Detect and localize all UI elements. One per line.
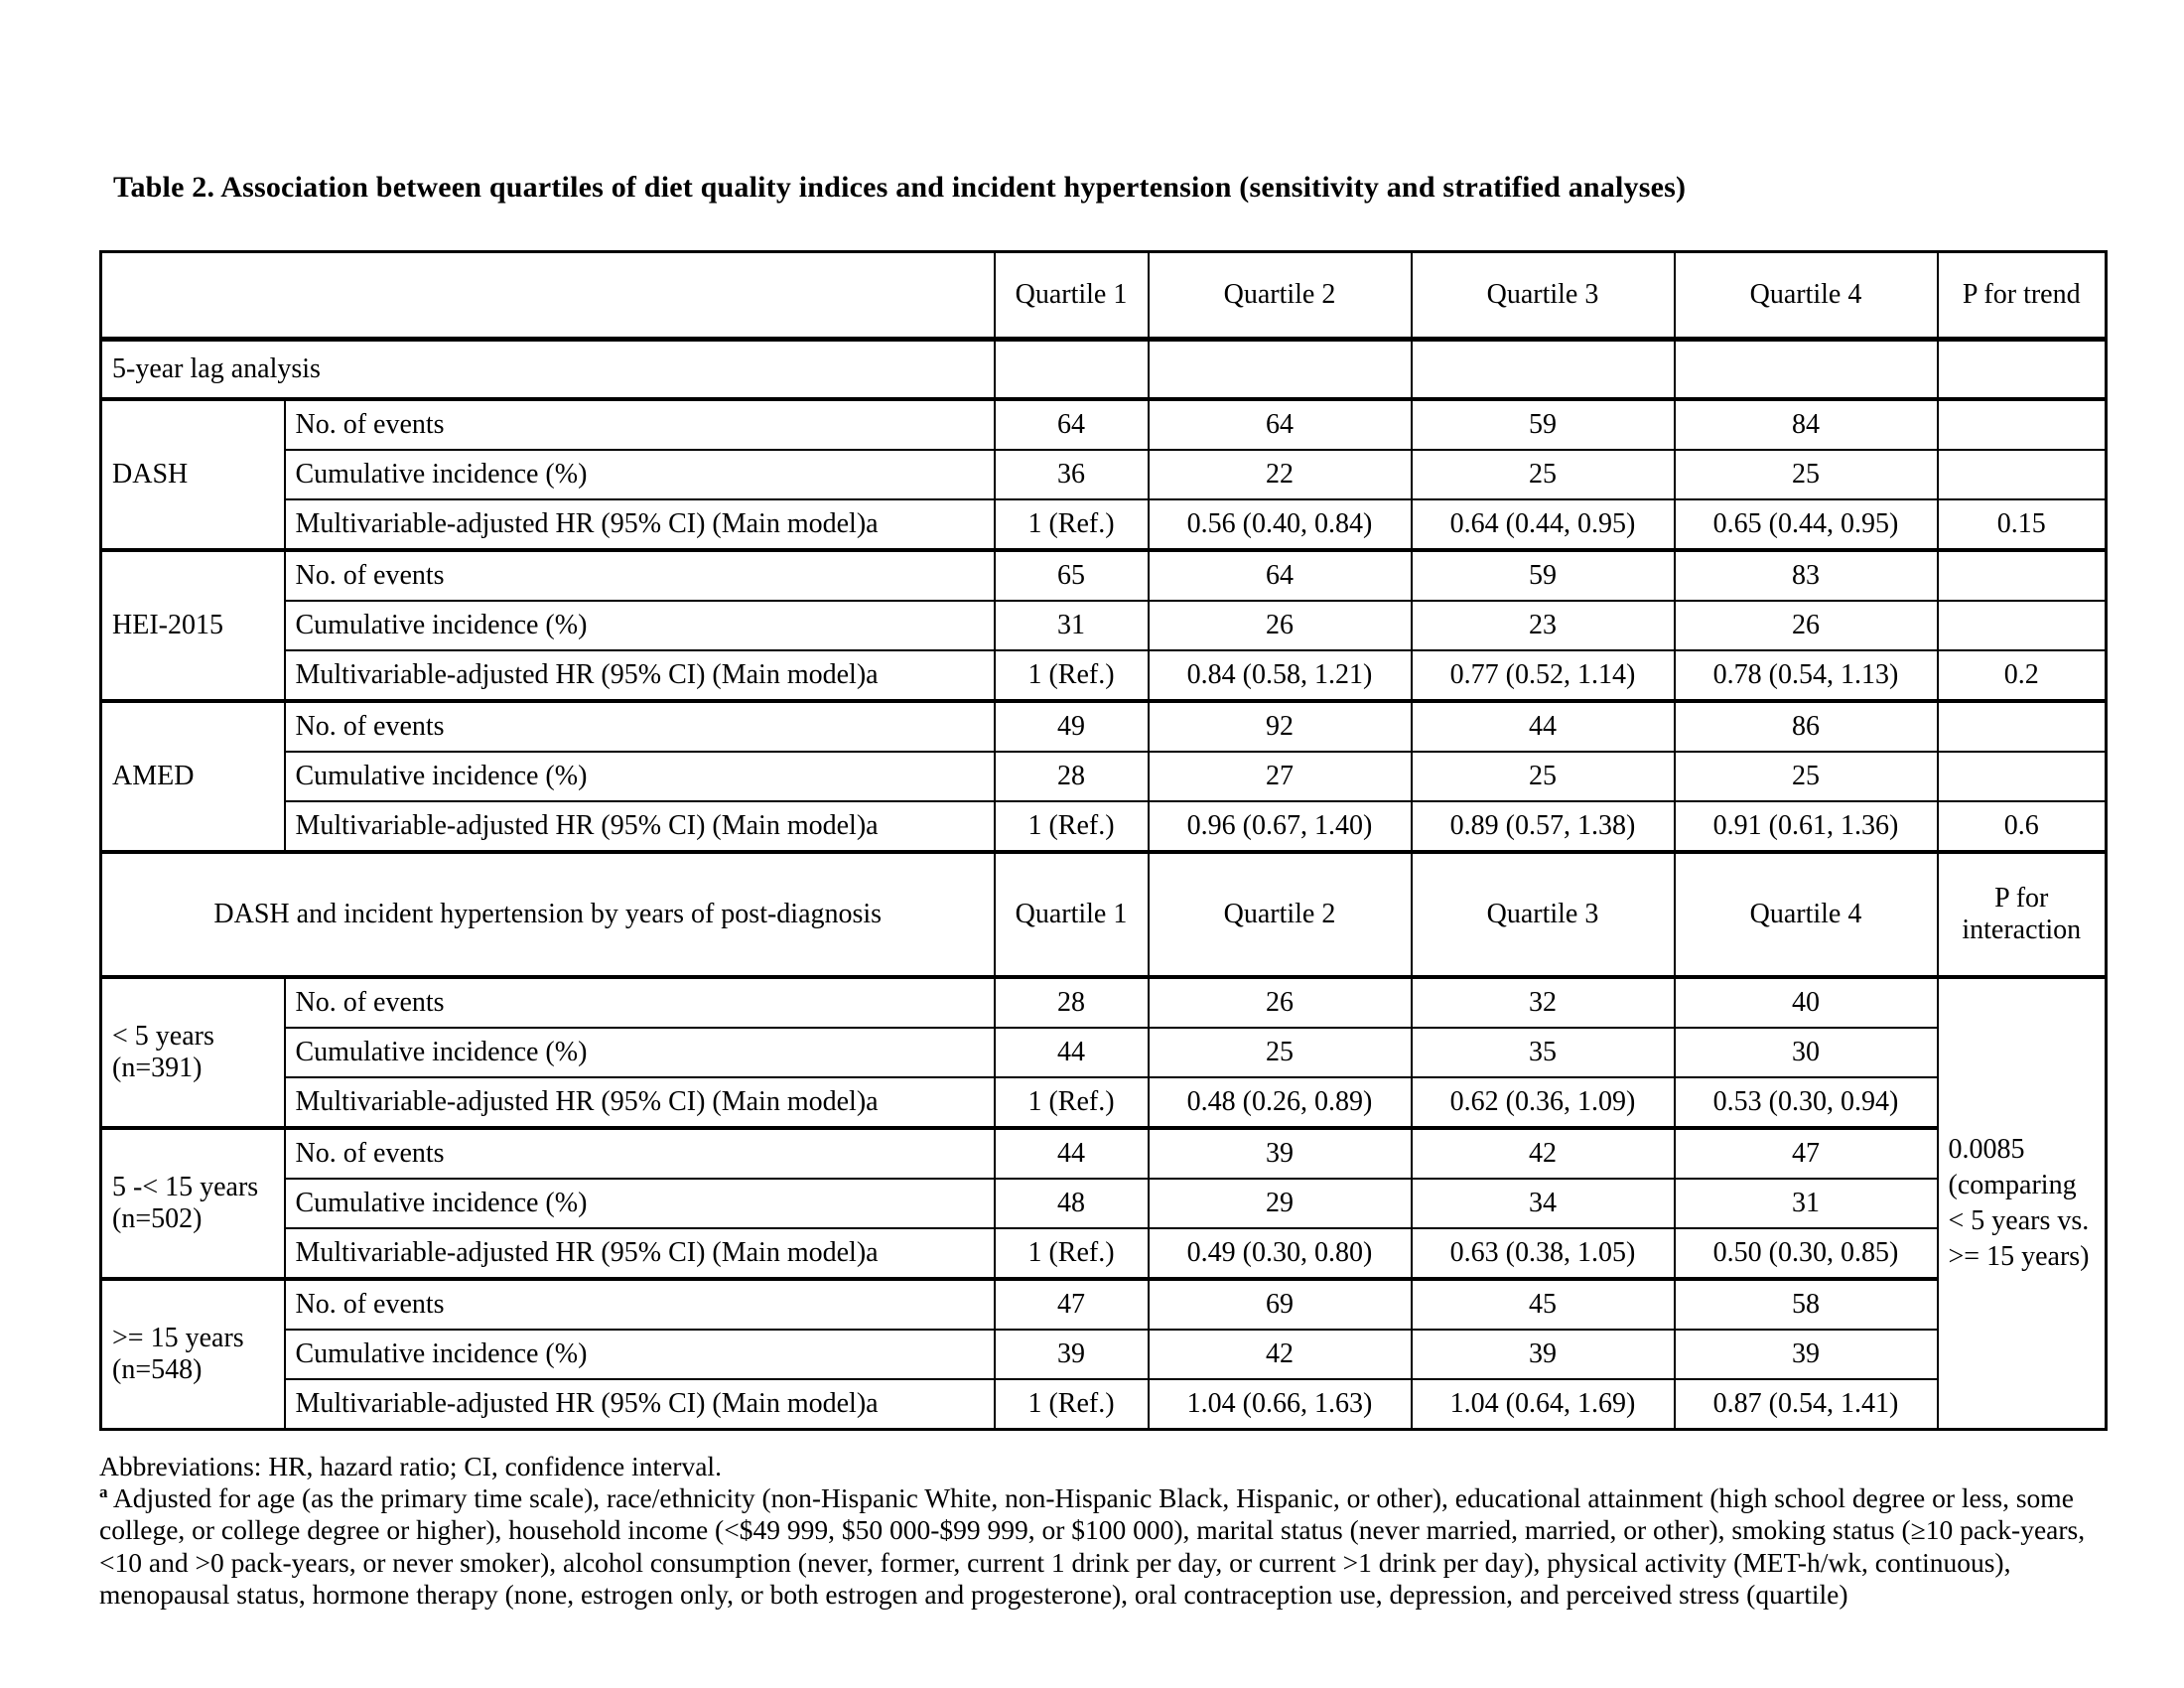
table-row	[101, 450, 2107, 499]
value-cell: 83	[1675, 550, 1938, 601]
column-header-quartile-1: Quartile 1	[995, 252, 1149, 340]
value-cell: 28	[995, 977, 1149, 1028]
table-row	[101, 650, 2107, 701]
empty-cell	[1149, 340, 1412, 400]
footnote-adjustments	[99, 1482, 2105, 1611]
value-cell: 1 (Ref.)	[995, 1077, 1149, 1128]
value-cell: 22	[1149, 450, 1412, 499]
value-cell: 0.50 (0.30, 0.85)	[1675, 1228, 1938, 1279]
footnotes	[99, 1451, 2105, 1611]
row-label: No. of events	[285, 550, 995, 601]
section-title: DASH and incident hypertension by years of post-diagnosis	[101, 852, 995, 977]
table-row	[101, 1279, 2107, 1330]
row-label: Multivariable-adjusted HR (95% CI) (Main model)a	[285, 801, 995, 852]
row-label: Multivariable-adjusted HR (95% CI) (Main model)a	[285, 1228, 995, 1279]
value-cell: 25	[1675, 450, 1938, 499]
value-cell: 49	[995, 701, 1149, 752]
table-row	[101, 399, 2107, 450]
value-cell: 42	[1412, 1128, 1675, 1179]
p-value-cell	[1938, 601, 2107, 650]
section-title: 5-year lag analysis	[101, 340, 995, 400]
value-cell: 27	[1149, 752, 1412, 801]
table-title: Table 2. Association between quartiles of diet quality indices and incident hypertension (sensitivity and stratified analyses)	[113, 171, 1687, 204]
value-cell: 0.96 (0.67, 1.40)	[1149, 801, 1412, 852]
value-cell: 44	[1412, 701, 1675, 752]
value-cell: 58	[1675, 1279, 1938, 1330]
value-cell: 28	[995, 752, 1149, 801]
value-cell: 65	[995, 550, 1149, 601]
value-cell: 26	[1675, 601, 1938, 650]
table-row	[101, 1330, 2107, 1379]
row-label: Cumulative incidence (%)	[285, 601, 995, 650]
value-cell: 1 (Ref.)	[995, 650, 1149, 701]
value-cell: 44	[995, 1128, 1149, 1179]
value-cell: 1 (Ref.)	[995, 801, 1149, 852]
value-cell: 1 (Ref.)	[995, 1379, 1149, 1430]
value-cell: 0.64 (0.44, 0.95)	[1412, 499, 1675, 550]
p-value-cell	[1938, 450, 2107, 499]
value-cell: 31	[995, 601, 1149, 650]
value-cell: 0.53 (0.30, 0.94)	[1675, 1077, 1938, 1128]
value-cell: 84	[1675, 399, 1938, 450]
row-label: No. of events	[285, 1279, 995, 1330]
value-cell: 0.49 (0.30, 0.80)	[1149, 1228, 1412, 1279]
value-cell: 1 (Ref.)	[995, 499, 1149, 550]
value-cell: 39	[1149, 1128, 1412, 1179]
row-label: Cumulative incidence (%)	[285, 1179, 995, 1228]
row-label: Multivariable-adjusted HR (95% CI) (Main model)a	[285, 650, 995, 701]
value-cell: 1 (Ref.)	[995, 1228, 1149, 1279]
column-header-quartile-1: Quartile 1	[995, 852, 1149, 977]
value-cell: 0.65 (0.44, 0.95)	[1675, 499, 1938, 550]
footnote-marker: a	[99, 1482, 108, 1502]
row-label: Multivariable-adjusted HR (95% CI) (Main model)a	[285, 499, 995, 550]
value-cell: 39	[1675, 1330, 1938, 1379]
value-cell: 36	[995, 450, 1149, 499]
table-row	[101, 1028, 2107, 1077]
value-cell: 39	[995, 1330, 1149, 1379]
value-cell: 92	[1149, 701, 1412, 752]
value-cell: 64	[1149, 399, 1412, 450]
p-value-cell: 0.2	[1938, 650, 2107, 701]
row-label: Cumulative incidence (%)	[285, 1330, 995, 1379]
value-cell: 47	[1675, 1128, 1938, 1179]
column-header-quartile-2: Quartile 2	[1149, 852, 1412, 977]
table-row	[101, 1179, 2107, 1228]
value-cell: 59	[1412, 550, 1675, 601]
value-cell: 42	[1149, 1330, 1412, 1379]
value-cell: 29	[1149, 1179, 1412, 1228]
value-cell: 30	[1675, 1028, 1938, 1077]
value-cell: 26	[1149, 601, 1412, 650]
value-cell: 32	[1412, 977, 1675, 1028]
value-cell: 59	[1412, 399, 1675, 450]
value-cell: 25	[1412, 752, 1675, 801]
row-label: Multivariable-adjusted HR (95% CI) (Main model)a	[285, 1077, 995, 1128]
group-label: >= 15 years (n=548)	[101, 1279, 285, 1430]
value-cell: 34	[1412, 1179, 1675, 1228]
value-cell: 64	[995, 399, 1149, 450]
header-row-section2	[101, 852, 2107, 977]
empty-cell	[1675, 340, 1938, 400]
value-cell: 26	[1149, 977, 1412, 1028]
empty-cell	[995, 340, 1149, 400]
group-label: AMED	[101, 701, 285, 852]
section1-title-row	[101, 340, 2107, 400]
value-cell: 0.87 (0.54, 1.41)	[1675, 1379, 1938, 1430]
group-label: DASH	[101, 399, 285, 550]
value-cell: 0.89 (0.57, 1.38)	[1412, 801, 1675, 852]
value-cell: 0.91 (0.61, 1.36)	[1675, 801, 1938, 852]
row-label: Cumulative incidence (%)	[285, 752, 995, 801]
p-value-cell: 0.15	[1938, 499, 2107, 550]
value-cell: 0.62 (0.36, 1.09)	[1412, 1077, 1675, 1128]
column-header-p-interaction: P for interaction	[1938, 852, 2107, 977]
table-row	[101, 1077, 2107, 1128]
table-row	[101, 1228, 2107, 1279]
empty-cell	[1938, 340, 2107, 400]
value-cell: 48	[995, 1179, 1149, 1228]
value-cell: 86	[1675, 701, 1938, 752]
group-label: < 5 years (n=391)	[101, 977, 285, 1128]
header-row-section1	[101, 252, 2107, 340]
group-label: HEI-2015	[101, 550, 285, 701]
value-cell: 31	[1675, 1179, 1938, 1228]
table-row	[101, 701, 2107, 752]
table-row	[101, 977, 2107, 1028]
empty-cell	[101, 252, 995, 340]
value-cell: 0.56 (0.40, 0.84)	[1149, 499, 1412, 550]
value-cell: 0.78 (0.54, 1.13)	[1675, 650, 1938, 701]
value-cell: 25	[1412, 450, 1675, 499]
value-cell: 64	[1149, 550, 1412, 601]
p-value-cell: 0.6	[1938, 801, 2107, 852]
column-header-quartile-3: Quartile 3	[1412, 252, 1675, 340]
p-interaction-cell: 0.0085 (comparing < 5 years vs. >= 15 years)	[1938, 977, 2107, 1430]
column-header-quartile-2: Quartile 2	[1149, 252, 1412, 340]
empty-cell	[1412, 340, 1675, 400]
row-label: No. of events	[285, 977, 995, 1028]
value-cell: 45	[1412, 1279, 1675, 1330]
value-cell: 69	[1149, 1279, 1412, 1330]
value-cell: 0.77 (0.52, 1.14)	[1412, 650, 1675, 701]
value-cell: 47	[995, 1279, 1149, 1330]
value-cell: 25	[1149, 1028, 1412, 1077]
column-header-quartile-3: Quartile 3	[1412, 852, 1675, 977]
table-row	[101, 499, 2107, 550]
row-label: Cumulative incidence (%)	[285, 450, 995, 499]
row-label: No. of events	[285, 399, 995, 450]
p-value-cell	[1938, 550, 2107, 601]
value-cell: 39	[1412, 1330, 1675, 1379]
column-header-quartile-4: Quartile 4	[1675, 252, 1938, 340]
column-header-quartile-4: Quartile 4	[1675, 852, 1938, 977]
row-label: Cumulative incidence (%)	[285, 1028, 995, 1077]
table-row	[101, 550, 2107, 601]
p-value-cell	[1938, 701, 2107, 752]
table-row	[101, 801, 2107, 852]
row-label: No. of events	[285, 1128, 995, 1179]
value-cell: 0.48 (0.26, 0.89)	[1149, 1077, 1412, 1128]
value-cell: 44	[995, 1028, 1149, 1077]
value-cell: 23	[1412, 601, 1675, 650]
footnote-abbreviations: Abbreviations: HR, hazard ratio; CI, confidence interval.	[99, 1451, 722, 1481]
p-value-cell	[1938, 399, 2107, 450]
column-header-p-trend: P for trend	[1938, 252, 2107, 340]
row-label: Multivariable-adjusted HR (95% CI) (Main model)a	[285, 1379, 995, 1430]
value-cell: 35	[1412, 1028, 1675, 1077]
value-cell: 1.04 (0.66, 1.63)	[1149, 1379, 1412, 1430]
value-cell: 0.84 (0.58, 1.21)	[1149, 650, 1412, 701]
value-cell: 40	[1675, 977, 1938, 1028]
table-row	[101, 1128, 2107, 1179]
row-label: No. of events	[285, 701, 995, 752]
table-row	[101, 752, 2107, 801]
footnote-adjustments-text: Adjusted for age (as the primary time scale), race/ethnicity (non-Hispanic White, non-Hispanic Black, Hispanic, or other), educational attainment (high school degree or less, some college, or college degree or higher), household income (<$49 999, $50 000-$99 999, or $100 000), marital status (never married, married, or other), smoking status (≥10 pack-years, <10 and >0 pack-years, or never smoker), alcohol consumption (never, former, current 1 drink per day, or current >1 drink per day), physical activity (MET-h/wk, continuous), menopausal status, hormone therapy (none, estrogen only, or both estrogen and progesterone), oral contraception use, depression, and perceived stress (quartile)	[99, 1482, 2086, 1610]
p-value-cell	[1938, 752, 2107, 801]
value-cell: 25	[1675, 752, 1938, 801]
value-cell: 0.63 (0.38, 1.05)	[1412, 1228, 1675, 1279]
table-row	[101, 1379, 2107, 1430]
table-row	[101, 601, 2107, 650]
results-table	[99, 250, 2108, 1431]
group-label: 5 -< 15 years (n=502)	[101, 1128, 285, 1279]
value-cell: 1.04 (0.64, 1.69)	[1412, 1379, 1675, 1430]
